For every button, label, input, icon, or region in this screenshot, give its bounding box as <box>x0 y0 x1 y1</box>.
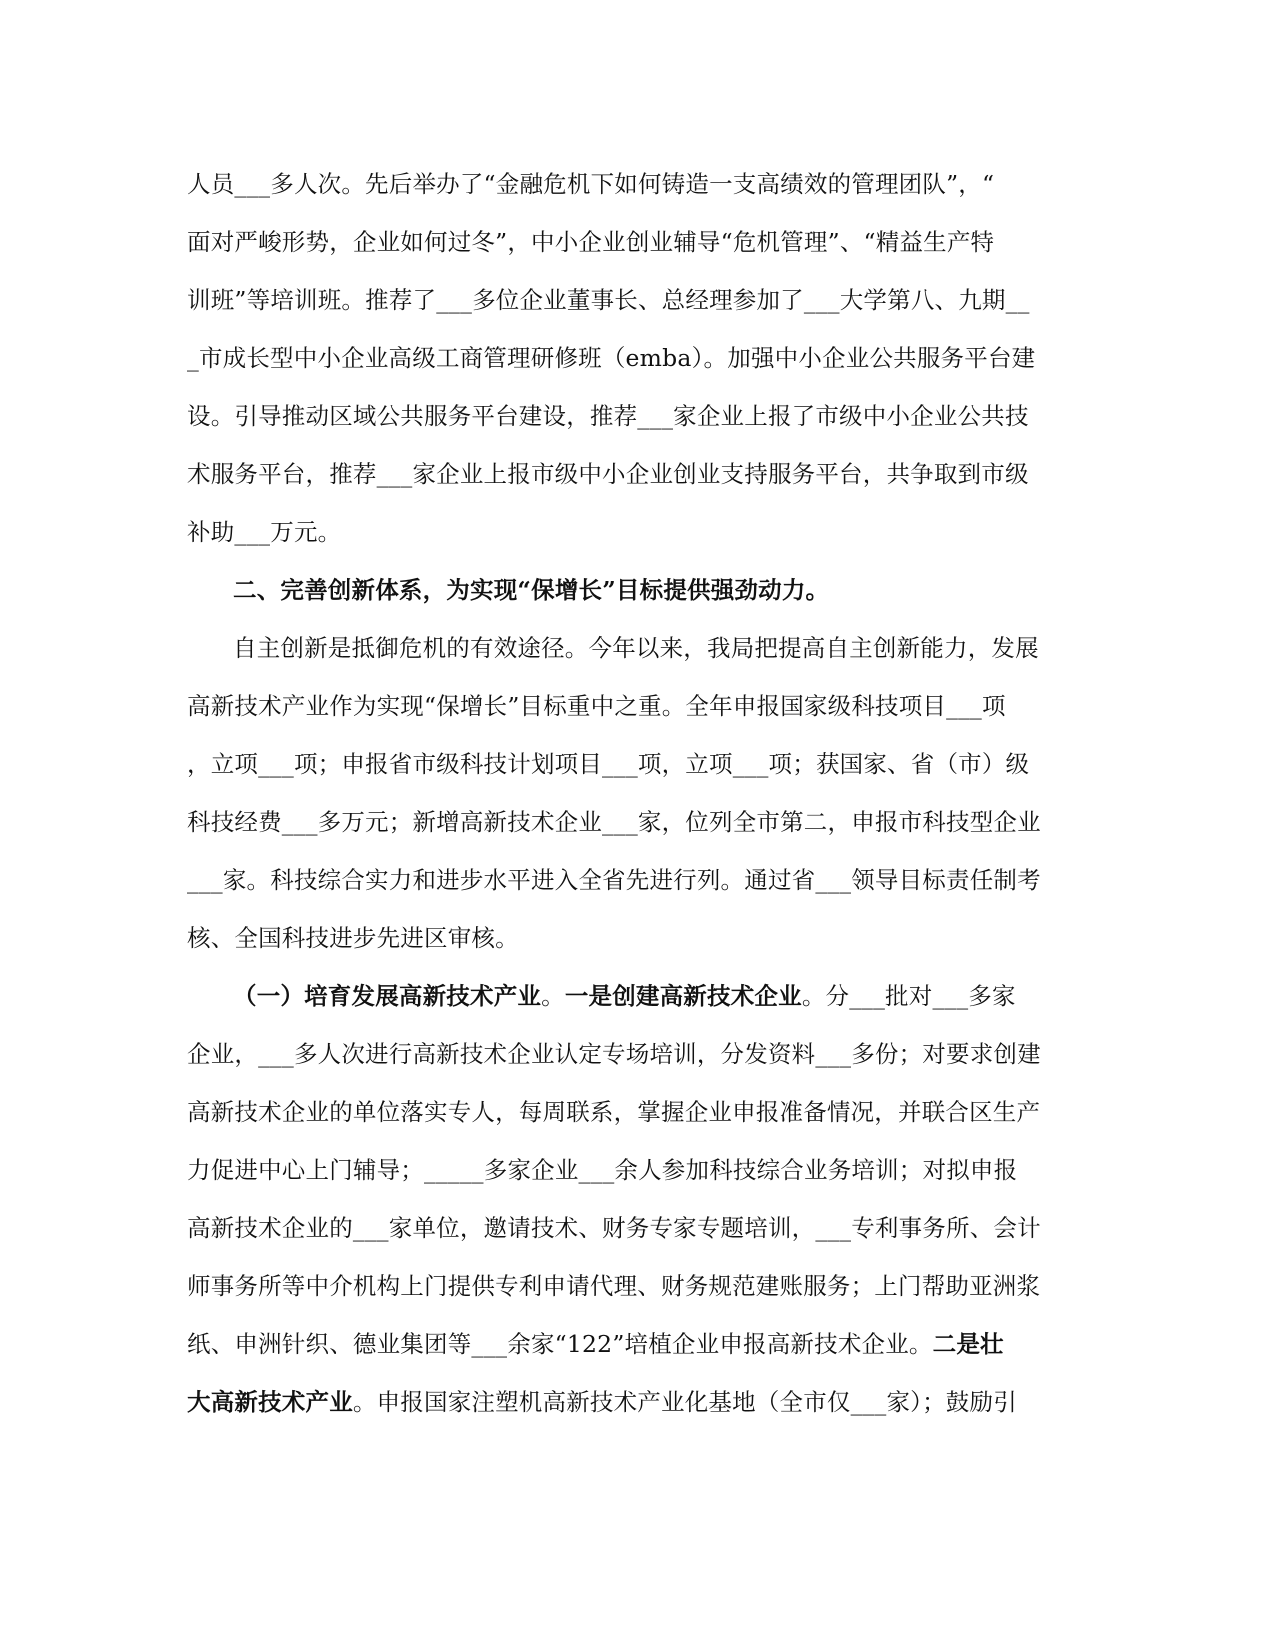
text-span: 纸、申洲针织、德业集团等___余家“122”培植企业申报高新技术企业。 <box>187 1330 933 1358</box>
text-line: 自主创新是抵御危机的有效途径。今年以来，我局把提高自主创新能力，发展 <box>233 634 1039 662</box>
text-line: 力促进中心上门辅导；_____多家企业___余人参加科技综合业务培训；对拟申报 <box>187 1156 1018 1184</box>
item-heading: 一是创建高新技术企业 <box>564 982 802 1010</box>
text-line: ___家。科技综合实力和进步水平进入全省先进行列。通过省___领导目标责任制考 <box>187 866 1041 894</box>
item-heading: 大高新技术产业 <box>187 1388 353 1416</box>
text-line: 术服务平台，推荐___家企业上报市级中小企业创业支持服务平台，共争取到市级 <box>187 460 1029 488</box>
text-line: 高新技术企业的单位落实专人，每周联系，掌握企业申报准备情况，并联合区生产 <box>187 1098 1041 1126</box>
text-line <box>187 1324 1087 1364</box>
text-line: 高新技术产业作为实现“保增长”目标重中之重。全年申报国家级科技项目___项 <box>187 692 1006 720</box>
text-line: 训班”等培训班。推荐了___多位企业董事长、总经理参加了___大学第八、九期__ <box>187 286 1030 314</box>
text-line <box>187 1382 1087 1422</box>
subsection-line <box>233 976 1133 1016</box>
text-span: 。分___批对___多家 <box>801 982 1016 1010</box>
subsection-heading: （一）培育发展高新技术产业 <box>233 982 542 1010</box>
item-heading: 二是壮 <box>932 1330 1004 1358</box>
text-line: ，立项___项；申报省市级科技计划项目___项，立项___项；获国家、省（市）级 <box>187 750 1030 778</box>
text-line: 企业，___多人次进行高新技术企业认定专场培训，分发资料___多份；对要求创建 <box>187 1040 1041 1068</box>
text-line: 师事务所等中介机构上门提供专利申请代理、财务规范建账服务；上门帮助亚洲浆 <box>187 1272 1041 1300</box>
text-line: 设。引导推动区域公共服务平台建设，推荐___家企业上报了市级中小企业公共技 <box>187 402 1029 430</box>
text-line: 科技经费___多万元；新增高新技术企业___家，位列全市第二，申报市科技型企业 <box>187 808 1041 836</box>
text-line: 高新技术企业的___家单位，邀请技术、财务专家专题培训，___专利事务所、会计 <box>187 1214 1041 1242</box>
punctuation: 。 <box>541 982 565 1010</box>
text-line: 面对严峻形势，企业如何过冬”，中小企业创业辅导“危机管理”、“精益生产特 <box>187 228 995 256</box>
text-line: _市成长型中小企业高级工商管理研修班（emba）。加强中小企业公共服务平台建 <box>187 344 1036 372</box>
text-line: 人员___多人次。先后举办了“金融危机下如何铸造一支高绩效的管理团队”，“ <box>187 170 995 198</box>
text-line: 补助___万元。 <box>187 518 342 546</box>
text-line: 核、全国科技进步先进区审核。 <box>187 924 519 952</box>
text-span: 。申报国家注塑机高新技术产业化基地（全市仅___家）；鼓励引 <box>352 1388 1017 1416</box>
section-heading: 二、完善创新体系，为实现“保增长”目标提供强劲动力。 <box>233 576 830 604</box>
